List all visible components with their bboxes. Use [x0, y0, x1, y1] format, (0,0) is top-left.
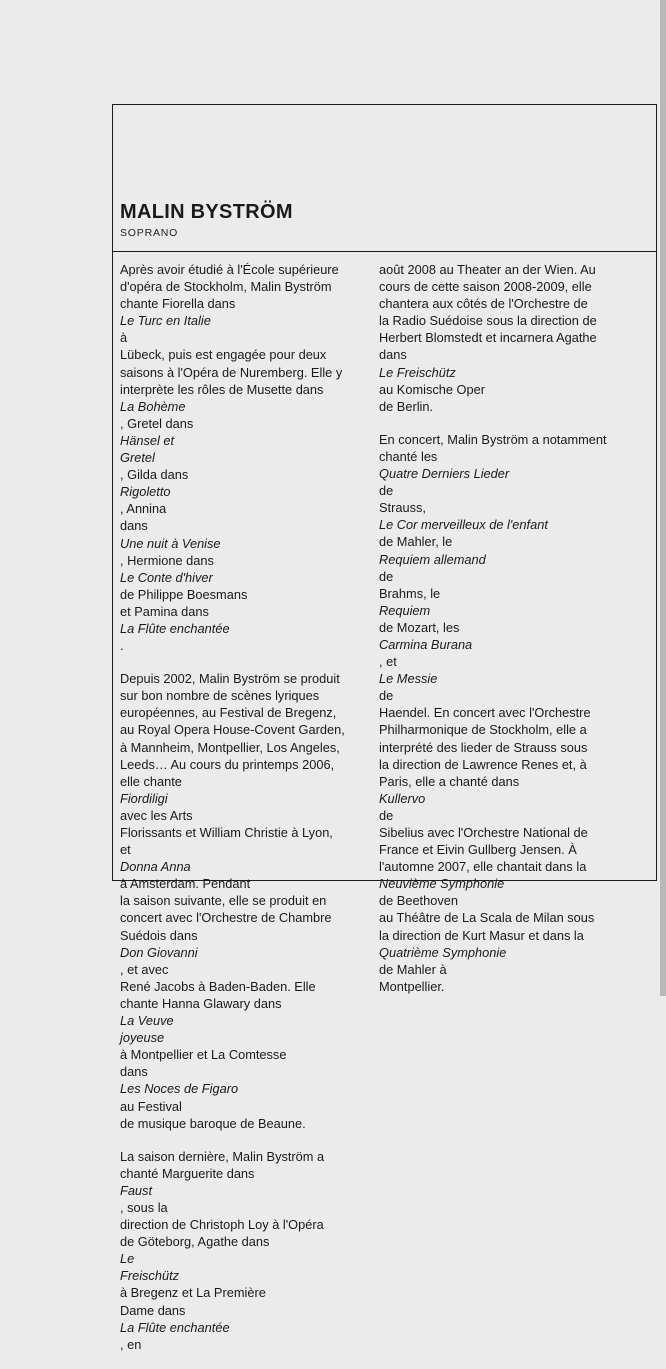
biography-frame [112, 104, 657, 1352]
text-segment: Après avoir étudié à l'École supérieure [120, 262, 339, 277]
text-segment: dans [120, 518, 148, 534]
biography-paragraph [379, 431, 617, 995]
text-line [379, 841, 617, 858]
text-segment: de Philippe Boesmans [120, 586, 248, 602]
text-line [120, 978, 358, 995]
text-line [379, 398, 617, 415]
text-segment: la saison suivante, elle se produit en [120, 893, 327, 909]
text-segment: avec les Arts [120, 807, 193, 823]
text-line [379, 875, 617, 909]
text-line [120, 569, 358, 603]
text-segment: à Amsterdam. Pendant [120, 876, 251, 892]
text-line [120, 670, 358, 687]
italic-title: Carmina Burana [379, 636, 473, 652]
text-line [379, 312, 617, 329]
text-line [120, 1148, 358, 1165]
text-line [120, 364, 358, 381]
text-line [120, 295, 358, 346]
text-segment: Philharmonique de Stockholm, elle a [379, 722, 587, 738]
text-line [120, 381, 358, 398]
text-segment: En concert, Malin Byström a notamment [379, 431, 607, 447]
text-segment: de [379, 483, 394, 499]
text-line [120, 1029, 358, 1063]
text-segment: , en [120, 1336, 142, 1352]
text-segment: direction de Christoph Loy à l'Opéra [120, 1217, 324, 1233]
text-segment: et [120, 842, 131, 858]
text-segment: européennes, au Festival de Bregenz, [120, 705, 337, 721]
text-segment: à Mannheim, Montpellier, Los Angeles, [120, 739, 340, 755]
text-segment: interprété des lieder de Strauss sous [379, 739, 588, 755]
text-segment: Leeds… Au cours du printemps 2006, [120, 756, 335, 772]
text-segment: Strauss, [379, 500, 426, 516]
text-segment: de Mahler, le [379, 534, 453, 550]
text-line [120, 398, 358, 449]
artist-name: MALIN BYSTRÖM [120, 201, 293, 223]
text-segment: , Gilda dans [120, 467, 189, 483]
header-divider [113, 251, 656, 252]
text-segment: de Beethoven [379, 893, 458, 909]
italic-title: Le Freischütz [379, 364, 456, 380]
text-line [379, 278, 617, 295]
text-line [120, 687, 358, 704]
text-segment: interprète les rôles de Musette dans [120, 381, 324, 397]
text-segment: chanté Marguerite dans [120, 1165, 255, 1181]
text-line [120, 756, 358, 773]
text-line [379, 721, 617, 738]
italic-title: Le Messie [379, 671, 438, 687]
italic-title: Le Turc en Italie [120, 313, 211, 329]
italic-title: Gretel [120, 450, 155, 466]
text-line [120, 449, 358, 517]
page-edge [660, 0, 666, 996]
text-segment: saisons à l'Opéra de Nuremberg. Elle y [120, 364, 343, 380]
biography-paragraph [120, 1148, 358, 1353]
text-segment: l'automne 2007, elle chantait dans la [379, 859, 587, 875]
text-line [379, 295, 617, 312]
text-line [379, 533, 617, 584]
text-line [120, 1233, 358, 1267]
text-segment: chanté les [379, 448, 438, 464]
text-line [120, 824, 358, 841]
text-segment: à Montpellier et La Comtesse [120, 1047, 287, 1063]
text-line [379, 824, 617, 841]
text-line [379, 636, 617, 704]
italic-title: Quatre Derniers Lieder [379, 466, 510, 482]
text-segment: de [379, 807, 394, 823]
text-line [379, 261, 617, 278]
italic-title: Freischütz [120, 1268, 180, 1284]
text-segment: Dame dans [120, 1302, 186, 1318]
text-segment: Depuis 2002, Malin Byström se produit [120, 671, 340, 687]
text-line [120, 841, 358, 892]
italic-title: Les Noces de Figaro [120, 1081, 239, 1097]
text-line [379, 704, 617, 721]
biography-paragraph [379, 261, 617, 415]
text-segment: Brahms, le [379, 585, 441, 601]
text-line [120, 261, 358, 278]
text-line [120, 1165, 358, 1216]
italic-title: Quatrième Symphonie [379, 944, 507, 960]
text-segment: de musique baroque de Beaune. [120, 1115, 306, 1131]
italic-title: Don Giovanni [120, 944, 198, 960]
text-segment: de Mahler à [379, 961, 447, 977]
text-segment: Florissants et William Christie à Lyon, [120, 825, 333, 840]
text-segment: , Annina [120, 501, 167, 517]
italic-title: Fiordiligi [120, 790, 168, 806]
italic-title: Le [120, 1251, 135, 1267]
text-segment: de Berlin. [379, 398, 434, 414]
italic-title: Faust [120, 1182, 153, 1198]
text-segment: au Festival [120, 1098, 182, 1114]
text-line [120, 739, 358, 756]
italic-title: Hänsel et [120, 432, 175, 448]
text-segment: chante Hanna Glawary dans [120, 995, 282, 1011]
text-line [120, 1216, 358, 1233]
text-line [379, 909, 617, 926]
text-segment: La saison dernière, Malin Byström a [120, 1148, 325, 1164]
text-line [379, 756, 617, 773]
text-segment: et Pamina dans [120, 603, 209, 619]
text-line [379, 944, 617, 978]
text-line [120, 1302, 358, 1353]
text-line [120, 603, 358, 654]
text-line [120, 927, 358, 978]
italic-title: Requiem [379, 602, 431, 618]
text-segment: au Royal Opera House-Covent Garden, [120, 722, 345, 738]
italic-title: Le Conte d'hiver [120, 569, 213, 585]
italic-title: La Flûte enchantée [120, 1319, 230, 1335]
italic-title: Rigoletto [120, 484, 171, 500]
italic-title: joyeuse [120, 1030, 165, 1046]
text-segment: la direction de Lawrence Renes et, à [379, 756, 587, 772]
text-line [120, 346, 358, 363]
text-segment: la direction de Kurt Masur et dans la [379, 927, 584, 943]
italic-title: Neuvième Symphonie [379, 876, 505, 892]
text-line [379, 329, 617, 346]
text-segment: chante Fiorella dans [120, 296, 236, 312]
text-line [379, 585, 617, 636]
text-line [379, 927, 617, 944]
text-line [120, 773, 358, 824]
italic-title: Requiem allemand [379, 551, 486, 567]
text-segment: chantera aux côtés de l'Orchestre de [379, 296, 588, 312]
text-segment: de [379, 568, 394, 584]
text-segment: , Hermione dans [120, 552, 214, 568]
text-segment: Montpellier. [379, 978, 445, 994]
biography-paragraph [120, 670, 358, 1132]
text-line [379, 858, 617, 875]
text-line [379, 773, 617, 824]
text-segment: cours de cette saison 2008-2009, elle [379, 279, 592, 295]
italic-title: La Bohème [120, 398, 186, 414]
text-line [120, 1115, 358, 1132]
text-segment: dans [379, 347, 407, 363]
italic-title: Donna Anna [120, 859, 191, 875]
text-segment: Haendel. En concert avec l'Orchestre [379, 705, 591, 721]
text-segment: au Komische Oper [379, 381, 485, 397]
text-segment: Paris, elle a chanté dans [379, 773, 520, 789]
text-segment: elle chante [120, 773, 182, 789]
text-segment: Suédois dans [120, 927, 198, 943]
text-line [120, 517, 358, 568]
text-segment: Sibelius avec l'Orchestre National de [379, 825, 588, 840]
italic-title: La Veuve [120, 1013, 174, 1029]
text-line [379, 739, 617, 756]
text-line [379, 448, 617, 499]
biography-right-column [379, 261, 617, 1011]
text-segment: à Bregenz et La Première [120, 1285, 266, 1301]
text-segment: , sous la [120, 1199, 168, 1215]
text-segment: à [120, 330, 128, 346]
text-segment: , et avec [120, 961, 169, 977]
text-line [120, 1267, 358, 1301]
text-segment: dans [120, 1064, 148, 1080]
text-segment: . [120, 638, 124, 654]
text-segment: août 2008 au Theater an der Wien. Au [379, 262, 596, 277]
text-line [120, 721, 358, 738]
italic-title: Le Cor merveilleux de l'enfant [379, 517, 548, 533]
text-line [379, 431, 617, 448]
text-segment: d'opéra de Stockholm, Malin Byström [120, 279, 332, 295]
text-segment: au Théâtre de La Scala de Milan sous [379, 910, 595, 926]
text-segment: , Gretel dans [120, 415, 194, 431]
text-segment: Herbert Blomstedt et incarnera Agathe [379, 330, 597, 346]
text-line [379, 346, 617, 397]
text-line [120, 1063, 358, 1114]
text-segment: René Jacobs à Baden-Baden. Elle [120, 978, 316, 994]
text-line [120, 909, 358, 926]
text-segment: de Göteborg, Agathe dans [120, 1234, 270, 1250]
text-segment: France et Eivin Gullberg Jensen. À [379, 842, 577, 858]
text-segment: la Radio Suédoise sous la direction de [379, 313, 597, 329]
text-segment: Lübeck, puis est engagée pour deux [120, 347, 327, 363]
text-line [120, 995, 358, 1029]
text-segment: concert avec l'Orchestre de Chambre [120, 910, 332, 926]
text-segment: de Mozart, les [379, 619, 460, 635]
biography-left-column [120, 261, 358, 1369]
voice-type: SOPRANO [120, 227, 179, 239]
text-line [379, 978, 617, 995]
italic-title: La Flûte enchantée [120, 620, 230, 636]
text-line [379, 499, 617, 533]
text-line [120, 278, 358, 295]
text-line [120, 704, 358, 721]
biography-paragraph [120, 261, 358, 654]
text-segment: de [379, 688, 394, 704]
text-line [120, 892, 358, 909]
text-segment: sur bon nombre de scènes lyriques [120, 688, 320, 704]
text-segment: , et [379, 654, 397, 670]
italic-title: Une nuit à Venise [120, 535, 221, 551]
italic-title: Kullervo [379, 790, 426, 806]
